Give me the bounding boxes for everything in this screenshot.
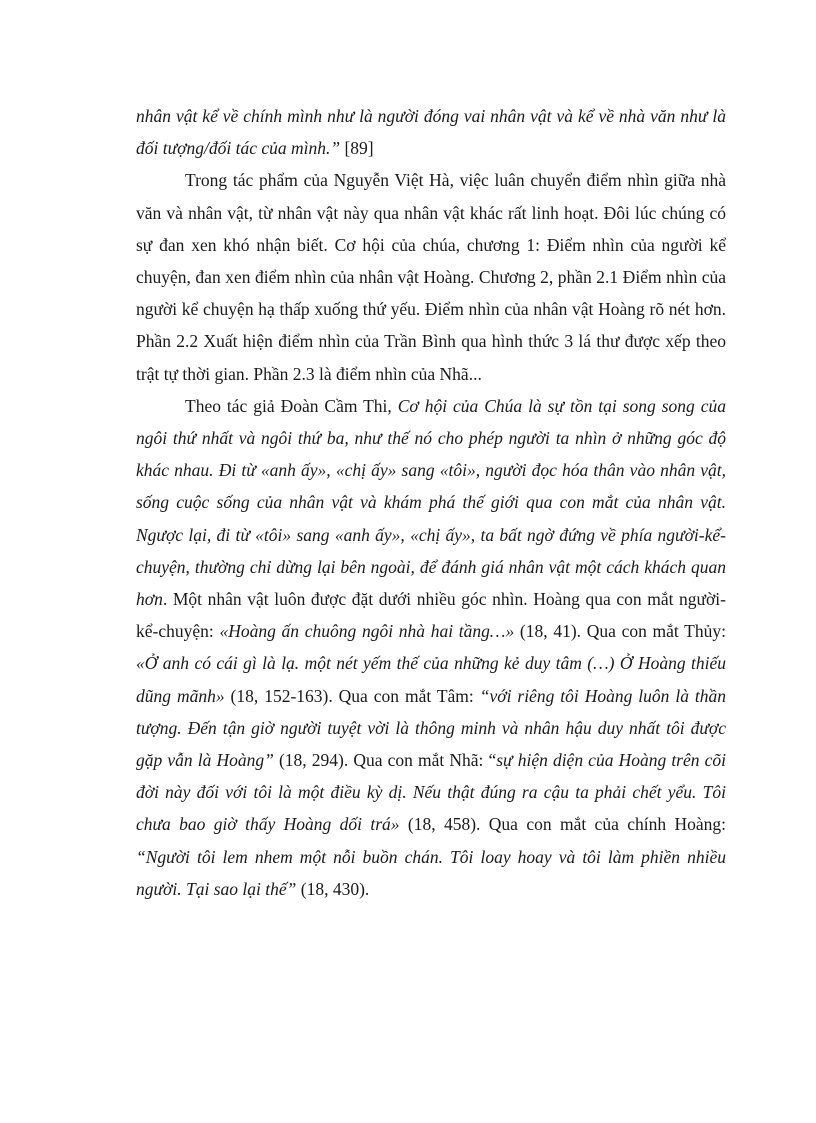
document-page	[136, 100, 726, 905]
italic-quote-text: sự hiện diện của Hoàng trên cõi đời này đối với tôi là một điều kỳ dị. Nếu thật đúng ra cậu ta phải chết yểu. Tôi chưa bao giờ thấy Hoàng dối trá»	[136, 750, 726, 835]
citation: (18, 430).	[296, 878, 370, 899]
italic-quote-text: “với riêng tôi Hoàng luôn là thần tượng. Đến tận giờ người tuyệt vời là thông minh và nhân hậu duy nhất tôi được gặp vẫn là Hoàng”	[136, 685, 727, 771]
italic-quote-text: “Người tôi lem nhem một nỗi buồn chán. Tôi loay hoay và tôi làm phiền nhiều người. Tại sao lại thế”	[136, 846, 726, 899]
citation: (18, 41). Qua con mắt Thủy:	[514, 621, 726, 642]
citation: [89]	[340, 138, 374, 159]
italic-quote-text: «Hoàng ấn chuông ngôi nhà hai tầng…»	[219, 621, 515, 642]
italic-quote-text: nhân vật kể về chính mình như là người đóng vai nhân vật và kể về nhà văn như là đối tượng/đối tác của mình.”	[136, 106, 726, 159]
body-text: Theo tác giả Đoàn Cầm Thi,	[185, 395, 398, 416]
body-text: Trong tác phẩm của Nguyễn Việt Hà, việc luân chuyển điểm nhìn giữa nhà văn và nhân vật, từ nhân vật này qua nhân vật khác rất linh hoạt. Đôi lúc chúng có sự đan xen khó nhận biết. Cơ hội của chúa, chương 1: Điểm nhìn của người kể chuyện, đan xen điểm nhìn của nhân vật Hoàng. Chương 2, phần 2.1 Điểm nhìn của người kể chuyện hạ thấp xuống thứ yếu. Điểm nhìn của nhân vật Hoàng rõ nét hơn. Phần 2.2 Xuất hiện điểm nhìn của Trần Bình qua hình thức 3 lá thư được xếp theo trật tự thời gian. Phần 2.3 là điểm nhìn của Nhã...	[136, 170, 726, 384]
paragraph-quote-ending	[136, 100, 726, 164]
paragraph-narrative-perspective	[136, 164, 726, 389]
citation: (18, 152-163). Qua con mắt Tâm:	[224, 685, 480, 706]
body-text: . Một nhân vật luôn được đặt dưới nhiều góc nhìn. Hoàng qua con mắt người-kể-chuyện:	[136, 589, 726, 642]
citation: (18, 458). Qua con mắt của chính Hoàng:	[399, 814, 726, 835]
citation: (18, 294). Qua con mắt Nhã: “	[273, 750, 497, 771]
italic-quote-text: Cơ hội của Chúa là sự tồn tại song song của ngôi thứ nhất và ngôi thứ ba, như thế nó cho phép người ta nhìn ở những góc độ khác nhau. Đi từ «anh ấy», «chị ấy» sang «tôi», người đọc hóa thân vào nhân vật, sống cuộc sống của nhân vật và khám phá thế giới qua con mắt của nhân vật. Ngược lại, đi từ «tôi» sang «anh ấy», «chị ấy», ta bất ngờ đứng về phía người-kể-chuyện, thường chỉ dừng lại bên ngoài, để đánh giá nhân vật một cách khách quan hơn	[136, 395, 726, 610]
italic-quote-text: «Ở anh có cái gì là lạ. một nét yếm thế của những kẻ duy tâm (…) Ở Hoàng thiếu dũng mãnh»	[136, 653, 726, 706]
paragraph-doan-cam-thi	[136, 390, 726, 905]
